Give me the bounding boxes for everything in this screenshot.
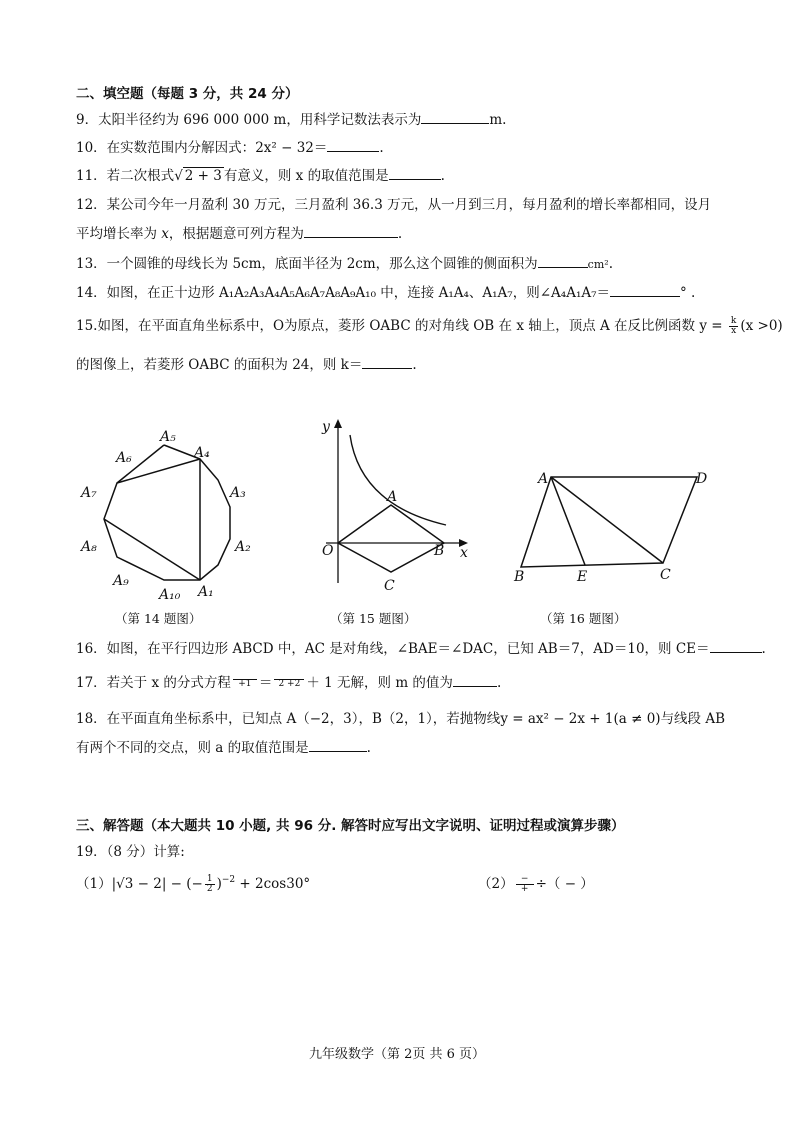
question-15-line2 xyxy=(76,355,417,374)
fraction-numerator: k xyxy=(730,316,737,326)
q15-text-c: 的图像上，若菱形 OABC 的面积为 24，则 k＝ xyxy=(76,357,363,373)
answer-blank-14[interactable] xyxy=(610,283,680,297)
q18-parabola: y = ax² − 2x + 1(a ≠ 0) xyxy=(500,711,661,727)
label-a8: A₈ xyxy=(81,539,97,555)
caption-fig15: （第 15 题图） xyxy=(330,611,417,626)
diagonal-a1a7 xyxy=(104,519,200,580)
q12-period: . xyxy=(397,226,403,242)
answer-blank-10[interactable] xyxy=(327,138,379,152)
question-19-part2 xyxy=(478,875,594,894)
q19-part1-expr-b: ) xyxy=(216,876,222,892)
answer-blank-15[interactable] xyxy=(362,355,412,369)
q18-text-c: 有两个不同的交点，则 a 的取值范围是 xyxy=(76,740,309,756)
figure-16-parallelogram xyxy=(505,455,720,590)
label-c: C xyxy=(660,567,671,583)
question-12-line1: 12．某公司今年一月盈利 30 万元，三月盈利 36.3 万元，从一月到三月，每月盈利的增长率都相同，设月 xyxy=(76,197,712,213)
q10-period: . xyxy=(379,140,384,156)
q14-text: 14．如图，在正十边形 A₁A₂A₃A₄A₅A₆A₇A₈A₉A₁₀ 中，连接 A₁A₄、A₁A₇，则∠A₄A₁A₇＝ xyxy=(76,285,611,301)
figure-14-decagon xyxy=(70,425,260,605)
q16-text: 16．如图，在平行四边形 ABCD 中，AC 是对角线，∠BAE＝∠DAC，已知 AB＝7，AD＝10，则 CE＝ xyxy=(76,641,710,657)
q19-part1-expr-c: + 2cos30° xyxy=(235,876,311,892)
q19-half-fraction xyxy=(205,875,215,894)
q19-part1-label: （1） xyxy=(76,876,112,892)
answer-blank-18[interactable] xyxy=(309,738,367,752)
label-a1: A₁ xyxy=(198,584,214,600)
q17-fraction-right xyxy=(274,679,304,689)
q18-text-b: 与线段 AB xyxy=(660,711,726,727)
question-19-head: 19．（8 分）计算: xyxy=(76,844,185,860)
sqrt-symbol: √ xyxy=(174,168,183,184)
q17-fraction-left xyxy=(233,679,257,689)
figure-15-coordinate-plane xyxy=(300,415,480,605)
answer-blank-17[interactable] xyxy=(453,673,497,687)
label-a: A xyxy=(387,489,398,505)
answer-blank-9[interactable] xyxy=(421,110,489,124)
rhombus-oabc xyxy=(338,505,444,572)
question-9 xyxy=(76,110,506,129)
q18-period: . xyxy=(366,740,371,756)
fraction-denominator: x xyxy=(731,326,737,336)
label-a4: A₄ xyxy=(194,445,210,461)
q13-text: 13．一个圆锥的母线长为 5cm，底面半径为 2cm，那么这个圆锥的侧面积为 xyxy=(76,256,538,272)
fraction-denominator: +1 xyxy=(238,678,252,689)
q15-domain: (x >0) xyxy=(740,318,783,334)
q17-period: . xyxy=(496,675,502,691)
q13-unit: cm² xyxy=(587,258,609,271)
y-axis-arrow xyxy=(334,419,342,428)
q19-part2-expr: ÷（ − ） xyxy=(535,876,594,892)
question-16 xyxy=(76,639,766,658)
q19-part1-expr-a: |√3 − 2| − (− xyxy=(111,876,203,892)
q9-text: 9．太阳半径约为 696 000 000 m，用科学记数法表示为 xyxy=(76,112,422,128)
label-a3: A₃ xyxy=(230,485,246,501)
q13-period: . xyxy=(608,256,613,272)
section-title-fill-in: 二、填空题（每题 3 分，共 24 分） xyxy=(76,86,299,102)
decagon-outline xyxy=(104,459,230,580)
q14-degree: ° . xyxy=(680,285,696,301)
q11-period: . xyxy=(440,168,445,184)
answer-blank-11[interactable] xyxy=(389,166,441,180)
label-y: y xyxy=(322,419,330,435)
question-10 xyxy=(76,138,384,157)
q11-text-b: 有意义，则 x 的取值范围是 xyxy=(223,168,389,184)
label-c: C xyxy=(384,578,395,594)
label-a6: A₆ xyxy=(116,450,132,466)
question-13 xyxy=(76,254,613,274)
label-e: E xyxy=(577,569,588,585)
q19-exponent: −2 xyxy=(221,875,236,885)
fraction-denominator: + xyxy=(520,884,529,894)
hyperbola-curve xyxy=(350,435,446,525)
fraction-numerator: 1 xyxy=(206,874,213,884)
q15-text-b: O为原点，菱形 OABC 的对角线 OB 在 x 轴上，顶点 A 在反比例函数 y = xyxy=(272,318,727,334)
fraction-numerator: − xyxy=(516,875,534,885)
question-12-line2 xyxy=(76,224,402,243)
label-a5: A₅ xyxy=(160,429,176,445)
question-19-part1 xyxy=(76,875,310,894)
q17-equals: ＝ xyxy=(258,675,273,691)
q15-fraction xyxy=(729,317,738,336)
q16-period: . xyxy=(761,641,766,657)
caption-fig16: （第 16 题图） xyxy=(540,611,627,626)
question-17 xyxy=(76,673,501,692)
label-x: x xyxy=(460,545,468,561)
q9-unit: m. xyxy=(489,112,507,128)
q17-text: 17．若关于 x 的分式方程 xyxy=(76,675,231,691)
q19-part2-fraction xyxy=(516,875,534,894)
question-18-line2 xyxy=(76,738,371,757)
q11-text: 11．若二次根式 xyxy=(76,168,175,184)
answer-blank-16[interactable] xyxy=(710,639,762,653)
label-a9: A₉ xyxy=(113,573,129,589)
label-a10: A₁₀ xyxy=(159,587,181,603)
q12-text-a: 平均增长率为 xyxy=(76,226,162,242)
fraction-denominator: 2 xyxy=(206,884,213,894)
q19-part2-label: （2） xyxy=(478,876,514,892)
label-b: B xyxy=(434,543,445,559)
page-footer: 九年级数学（第 2页 共 6 页） xyxy=(308,1047,486,1062)
label-a7: A₇ xyxy=(81,485,97,501)
fraction-denominator: 2 +2 xyxy=(278,678,301,689)
q12-text-b: ，根据题意可列方程为 xyxy=(168,226,304,242)
label-a: A xyxy=(538,471,549,487)
q11-radicand: 2 + 3 xyxy=(184,168,222,184)
question-18-line1 xyxy=(76,710,725,728)
label-a2: A₂ xyxy=(235,539,251,555)
q15-period: . xyxy=(412,357,417,373)
answer-blank-13[interactable] xyxy=(538,254,588,268)
q12-variable: x xyxy=(161,226,169,242)
q18-text-a: 18．在平面直角坐标系中，已知点 A（−2，3），B（2，1），若抛物线 xyxy=(76,711,501,727)
answer-blank-12[interactable] xyxy=(304,224,398,238)
question-14 xyxy=(76,283,695,302)
q17-text-b: ＋ 1 无解，则 m 的值为 xyxy=(306,675,453,691)
caption-fig14: （第 14 题图） xyxy=(115,611,202,626)
question-15-line1 xyxy=(76,317,783,336)
label-o: O xyxy=(322,543,334,559)
question-11 xyxy=(76,166,445,185)
q10-text: 10．在实数范围内分解因式： xyxy=(76,140,256,156)
q10-expression: 2x² − 32＝ xyxy=(255,140,328,156)
q15-text-a: 15.如图，在平面直角坐标系中， xyxy=(76,318,273,334)
label-b: B xyxy=(514,569,525,585)
label-d: D xyxy=(696,471,708,487)
section-title-solutions: 三、解答题（本大题共 10 小题, 共 96 分. 解答时应写出文字说明、证明过程或演算步骤） xyxy=(76,818,625,834)
